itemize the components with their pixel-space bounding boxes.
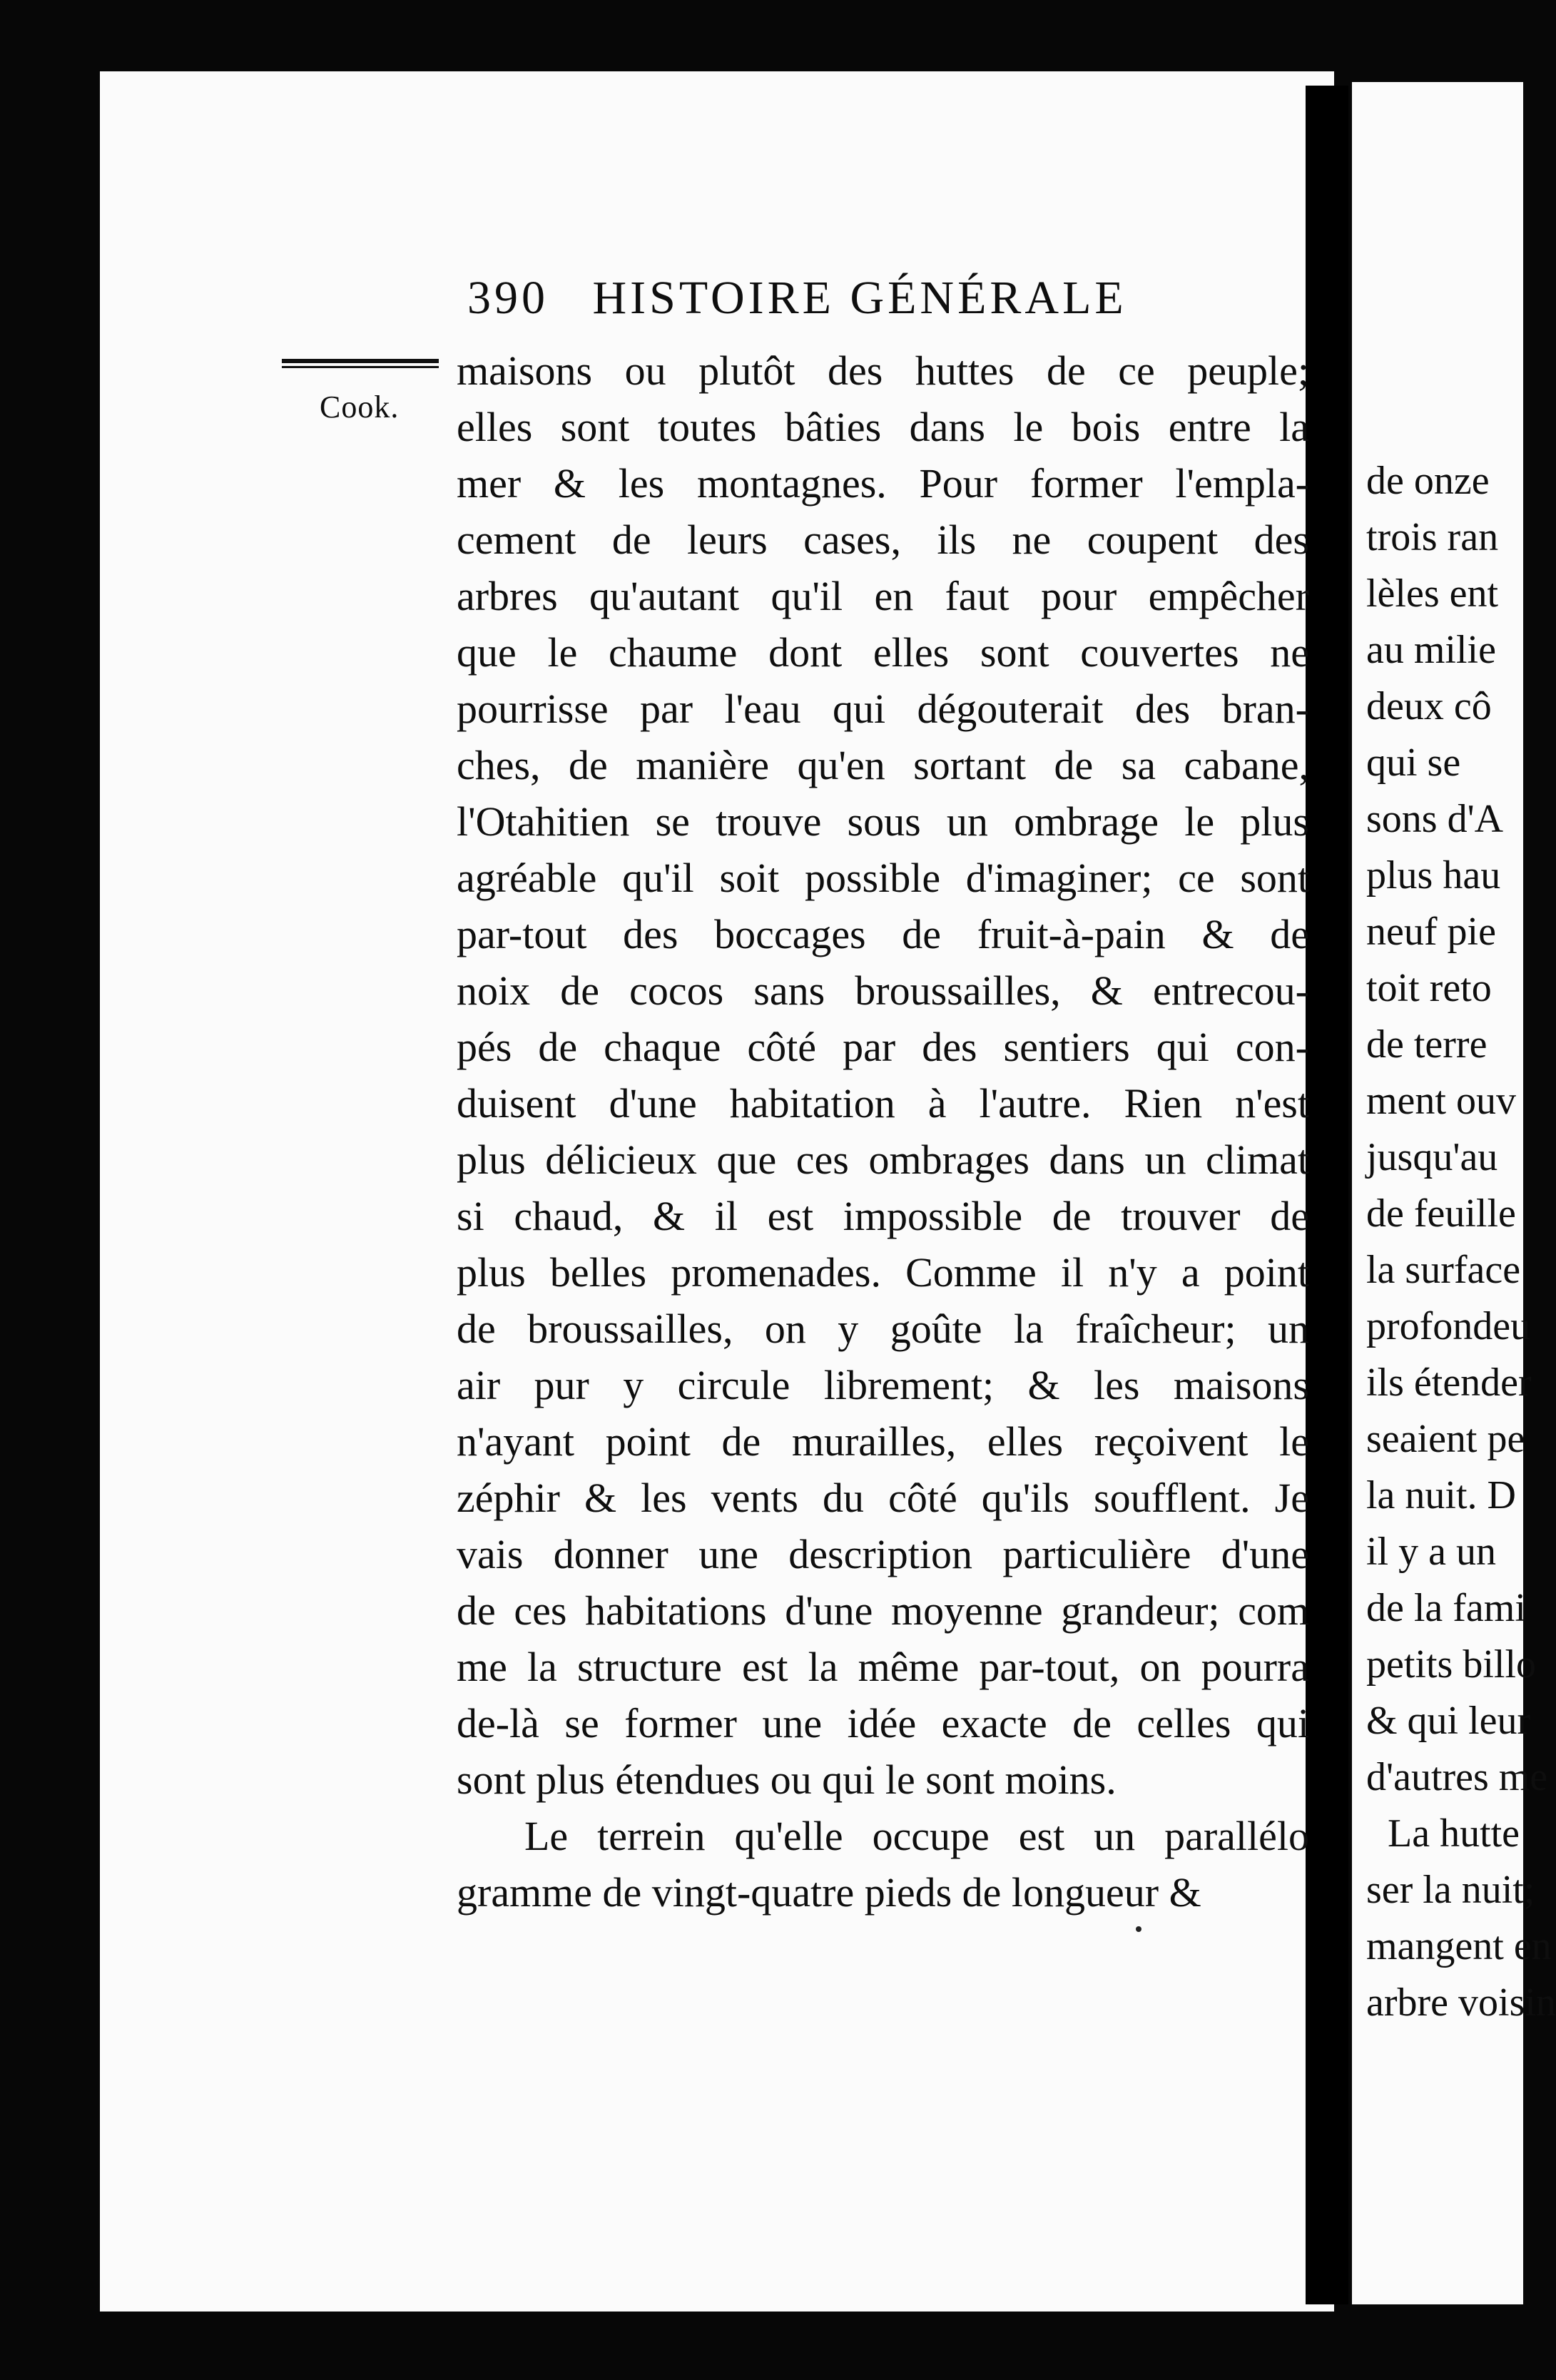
right-text-line: la nuit. D bbox=[1366, 1473, 1516, 1517]
text-line: de-là se former une idée exacte de celles qui bbox=[457, 1700, 1309, 1746]
text-line: pés de chaque côté par des sentiers qui con- bbox=[457, 1024, 1309, 1070]
right-text-line: d'autres me bbox=[1366, 1755, 1548, 1799]
right-text-line: neuf pie bbox=[1366, 910, 1496, 954]
right-text-line: trois ran bbox=[1366, 515, 1499, 559]
text-line: noix de cocos sans broussailles, & entrecou- bbox=[457, 967, 1309, 1014]
margin-rule-thin bbox=[282, 366, 439, 368]
right-text-line: arbre voisin bbox=[1366, 1980, 1556, 2025]
text-line: zéphir & les vents du côté qu'ils soufflent. Je bbox=[457, 1475, 1309, 1521]
right-text-line: qui se bbox=[1366, 741, 1461, 785]
text-line: pourrisse par l'eau qui dégouterait des bran- bbox=[457, 686, 1309, 732]
right-text-line: au milie bbox=[1366, 628, 1496, 672]
margin-rule bbox=[282, 359, 439, 363]
running-title: HISTOIRE GÉNÉRALE bbox=[592, 272, 1127, 324]
text-line: gramme de vingt-quatre pieds de longueur & bbox=[457, 1869, 1201, 1916]
right-text-line: de la fami bbox=[1366, 1586, 1526, 1630]
margin-note: Cook. bbox=[320, 390, 400, 424]
page-header bbox=[467, 271, 1323, 335]
right-text-line: profondeu bbox=[1366, 1304, 1531, 1348]
right-text-line: La hutte bbox=[1388, 1811, 1520, 1856]
right-text-line: jusqu'au bbox=[1366, 1135, 1498, 1179]
text-line: elles sont toutes bâties dans le bois entre la bbox=[457, 404, 1309, 450]
text-line: cement de leurs cases, ils ne coupent des bbox=[457, 517, 1309, 563]
right-text-line: de feuille bbox=[1366, 1191, 1516, 1236]
page-number: 390 bbox=[467, 272, 549, 324]
right-text-line: & qui leur bbox=[1366, 1699, 1531, 1743]
right-text-line: petits billo bbox=[1366, 1642, 1536, 1687]
right-text-line: lèles ent bbox=[1366, 571, 1499, 616]
text-line: duisent d'une habitation à l'autre. Rien n'est bbox=[457, 1080, 1309, 1127]
text-line: de ces habitations d'une moyenne grandeur; com bbox=[457, 1587, 1309, 1634]
text-line: n'ayant point de murailles, elles reçoivent le bbox=[457, 1418, 1309, 1465]
book-gutter bbox=[1306, 86, 1348, 2304]
right-text-line: de onze bbox=[1366, 459, 1490, 503]
right-page-text bbox=[1352, 453, 1556, 2031]
right-text-line: de terre bbox=[1366, 1022, 1488, 1067]
text-line: me la structure est la même par-tout, on pourra bbox=[457, 1644, 1309, 1690]
right-page bbox=[1352, 82, 1556, 2304]
right-text-line: plus hau bbox=[1366, 853, 1501, 897]
right-text-line: ment ouv bbox=[1366, 1079, 1516, 1123]
text-line: arbres qu'autant qu'il en faut pour empêcher bbox=[457, 573, 1309, 619]
text-line: air pur y circule librement; & les maisons bbox=[457, 1362, 1309, 1408]
right-text-line: mangent en bbox=[1366, 1924, 1552, 1968]
right-text-line: toit reto bbox=[1366, 966, 1492, 1010]
text-line: que le chaume dont elles sont couvertes ne bbox=[457, 629, 1309, 676]
text-line: ches, de manière qu'en sortant de sa cabane, bbox=[457, 742, 1309, 788]
text-line: mer & les montagnes. Pour former l'empla- bbox=[457, 460, 1309, 507]
right-text-line: seaient pe bbox=[1366, 1417, 1525, 1461]
text-line: maisons ou plutôt des huttes de ce peuple; bbox=[457, 347, 1309, 394]
text-line: sont plus étendues ou qui le sont moins. bbox=[457, 1756, 1117, 1803]
right-text-line: ser la nuit; bbox=[1366, 1868, 1535, 1912]
text-line: Le terrein qu'elle occupe est un parallélo bbox=[524, 1813, 1309, 1859]
print-mark bbox=[1136, 1926, 1141, 1932]
right-text-line: deux cô bbox=[1366, 684, 1492, 728]
right-text-line: ils étender bbox=[1366, 1361, 1532, 1405]
text-line: si chaud, & il est impossible de trouver de bbox=[457, 1193, 1309, 1239]
right-text-line: la surface bbox=[1366, 1248, 1521, 1292]
text-line: par-tout des boccages de fruit-à-pain & de bbox=[457, 911, 1309, 957]
text-line: plus belles promenades. Comme il n'y a point bbox=[457, 1249, 1309, 1296]
text-line: de broussailles, on y goûte la fraîcheur; un bbox=[457, 1306, 1309, 1352]
text-line: agréable qu'il soit possible d'imaginer; ce sont bbox=[457, 855, 1309, 901]
body-text bbox=[457, 342, 1309, 1921]
right-text-line: il y a un bbox=[1366, 1530, 1496, 1574]
text-line: plus délicieux que ces ombrages dans un climat bbox=[457, 1136, 1309, 1183]
text-line: vais donner une description particulière d'une bbox=[457, 1531, 1309, 1577]
right-text-line: sons d'A bbox=[1366, 797, 1504, 841]
text-line: l'Otahitien se trouve sous un ombrage le plus bbox=[457, 798, 1309, 845]
